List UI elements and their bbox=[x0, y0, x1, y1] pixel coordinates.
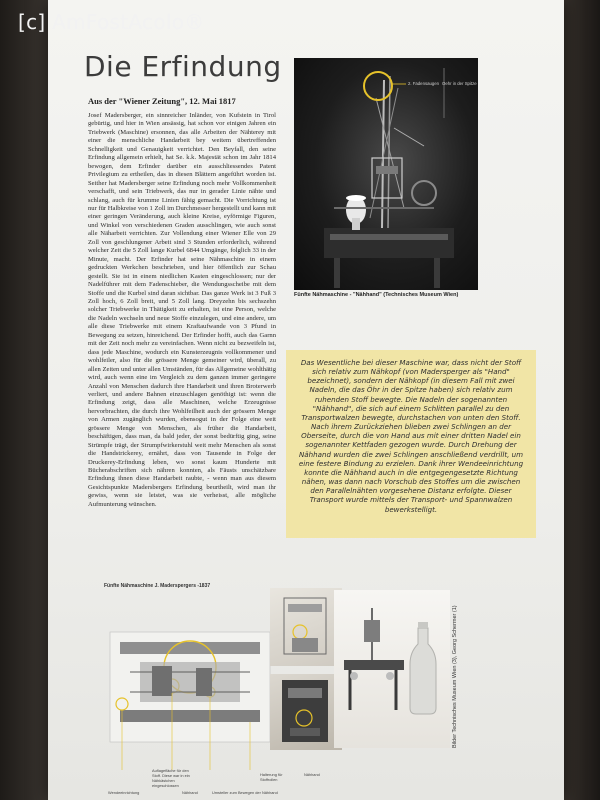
machine-diagram bbox=[100, 592, 288, 782]
article-source: Aus der "Wiener Zeitung", 12. Mai 1817 bbox=[88, 96, 236, 106]
callout-oehr: Oehr in der Spitze bbox=[442, 81, 477, 86]
exhibit-panel bbox=[48, 0, 564, 800]
photo-caption: Fünfte Nähmaschine - "Nähhand" (Technisches Museum Wien) bbox=[294, 292, 459, 298]
watermark: [c] AmFostAcolo® bbox=[18, 10, 205, 34]
machine-diagram-illustration bbox=[100, 592, 288, 782]
label-auflageflaeche: Auflagefläche für den Stoff. Diese war in ein Nähkästchen eingeschlossen bbox=[152, 768, 190, 788]
explanation-box: Das Wesentliche bei dieser Maschine war, dass nicht der Stoff sich relativ zum Nähkopf (von Madersperger als "Hand" bezeichnet), sondern der Nähkopf (in diesem Fall mit zwei Nadeln, die das Öhr in der Spitze haben) sich relativ zum ruhenden Stoff bewegte. Die Nadeln der sogenannten "Nähhand", die sich auf einem Schlitten parallel zu den Transportwalzen bewegte, durchstachen von unten den Stoff. Nach ihrem Zurückziehen blieben zwei Schlingen an der Oberseite, durch die von Hand aus mit einer dritten Nadel ein sogenannter Kettfaden gezogen wurde. Durch Drehung der Nähhand wurden die zwei Schlingen anschließend verdrillt, um eine festere Bindung zu erzielen. Dank ihrer Wendeeinrichtung konnte die Nähhand auch in die entgegengesetzte Richtung nähen, was dann nach Vorschub des Stoffes um die zwischen den Parallelnähten vorgesehene Distanz erfolgte. Dieser Transport wurde mittels der Transport- und Spannwalzen bewerkstelligt. bbox=[286, 350, 536, 538]
wall-right bbox=[560, 0, 600, 800]
label-wendeeinrichtung: Wendeeinrichtung bbox=[108, 790, 140, 795]
label-naehhand-right: Nähhand bbox=[304, 772, 320, 777]
machine-photo-lower-illustration bbox=[270, 674, 342, 750]
machine-with-bottle-illustration bbox=[334, 590, 450, 748]
diagram-heading: Fünfte Nähmaschine J. Maderspergers -1837 bbox=[104, 583, 211, 589]
label-umsteller: Umsteller zum Bewegen der Nähhand bbox=[212, 790, 278, 795]
panel-title: Die Erfindung bbox=[84, 50, 282, 83]
wall-left bbox=[0, 0, 50, 800]
machine-with-bottle-photo bbox=[334, 590, 450, 748]
diagram-labels bbox=[108, 768, 368, 798]
image-credits: Bilder Technisches Museum Wien (3), Georg Schermer (1) bbox=[452, 605, 458, 748]
article-body: Josef Madersberger, ein sinnreicher Inländer, von Kufstein in Tirol gebürtig, und hier in Wien ansässig, hat schon vor einigen Jahren ein Triebwerk (Maschine) ersonnen, das alle Arbeiten der Nähterey mit einer die menschliche Handarbeit bey weitem übertreffenden Schnelligkeit und Genauigkeit verrichtet. Den Beyfall, den seine Erfindung allgemein erhielt, hat Se. k.k. Majestät schon im Jahr 1814 bewogen, dem Erfinder darüber ein ausschliessendes Patent Privilegium zu ertheilen, das in diesen Blättern angeführt worden ist. Seither hat Madersberger seine Erfindung noch mehr Vollkommenheit verschafft, und sein Triebwerk, das nur in gerader Linie nähte und schlang, auch für krumme Linien fähig gemacht. Die Vorrichtung ist nur für Halbkreise von 1 Zoll im Durchmesser hergestellt und kann mit einer geringen Veränderung, auch kleine Kreise, eyförmige Figuren, und Winkel von verschiedenen Graden ausschlingen, wie auch sonst alle Näharbeit verrichten. Zur Vollendung einer Wiener Elle von 29 Zoll von geschlungener Arbeit sind 3 Stunden erforderlich, während welcher Zeit die 5 Zoll lange Kurbel 6844 Umgänge, folglich 33 in der Minute, macht. Der Erfinder hat seine Nähmaschine in einem gedruckten Werkchen beschrieben, und hier öffentlich zur Schau gestellt. Sie ist in einem niedlichen Kasten eingeschlossen; nur der Nadelführer mit dem Fadenschieber, die Wendungsscheibe mit dem Stoffe und die Kurbel sind daran sichtbar. Das ganze Werk ist 3 Fuß 3 Zoll hoch, 6 Zoll breit, und 5 Zoll lang. Dreyzehn bis sechszehn solcher Triebwerke in Thätigkeit zu erhalten, ist eine Person, welche die Nadeln wechseln und neue Stoffe einzulegen, und eine andere, um alle diese Triebwerke mit einem Kraftaufwande von 3 Pfund in Bewegung zu setzen, hinreichend. Der Erfinder hofft, auch das Garnn mit der Zeit noch mehr zu vereinfachen. Wenn nicht zu bezweifeln ist, dass jede Maschine, wodurch ein Kunsterzeugnis vollkommener und wohlfeiler, also für die grössere Menge gemeiner wird, überall, zu allen Zeiten und unter allen Umständen, für das Allgemeine wohlthätig wird, auch wenn eine im Vergleich zu dem ganzen immer geringere Anzahl von Menschen dadurch ihre Handarbeit und ihren Broterwerb verliert, und andere Bahnen einzuschlagen genöthigt ist: wenn die Erfindung zeigt, dass alle Maschinen, welche Erzeugnisse hervorbrachten, die durch ihre Wohlfeilheit auch der grössern Menge von Armen zugänglich wurden, ebensogut in der Folge eine weit grössere Menge von Menschen, als früher die Handarbeit, beschäftigen, dass man, da bald jeder, der sonst bedürftig ging, seine Strümpfe trägt, der Strumpfwirkerstuhl weit mehr Menschen als sonst die Handstrickerey, ernährt, dass von Tausende in Folge der Druckerey-Erfindung leben, wo sonst kaum Hunderte mit Bücherabschriften sich nähren konnten, als Fäusts unschätzbare Erfindung ihnen diese Handarbeit raubte, - wenn man aus diesem Gesichtspunkte Madersbergers Erfindung beurtheilt, wird man ihr gewiss, wenn sie leistet, was sie verheisst, alle mögliche Aufmunterung wünschen. bbox=[88, 112, 276, 508]
label-halterung: Halterung für Stoffrollen bbox=[260, 772, 283, 782]
machine-photo-upper-illustration bbox=[270, 588, 342, 666]
machine-photo-lower bbox=[270, 674, 342, 750]
sewing-machine-illustration bbox=[294, 58, 478, 290]
callout-fadensaugen: 2. Fadensaugen bbox=[408, 81, 440, 86]
machine-photo-upper bbox=[270, 588, 342, 666]
label-naehhand-left: Nähhand bbox=[182, 790, 198, 795]
sewing-machine-photo bbox=[294, 58, 478, 290]
